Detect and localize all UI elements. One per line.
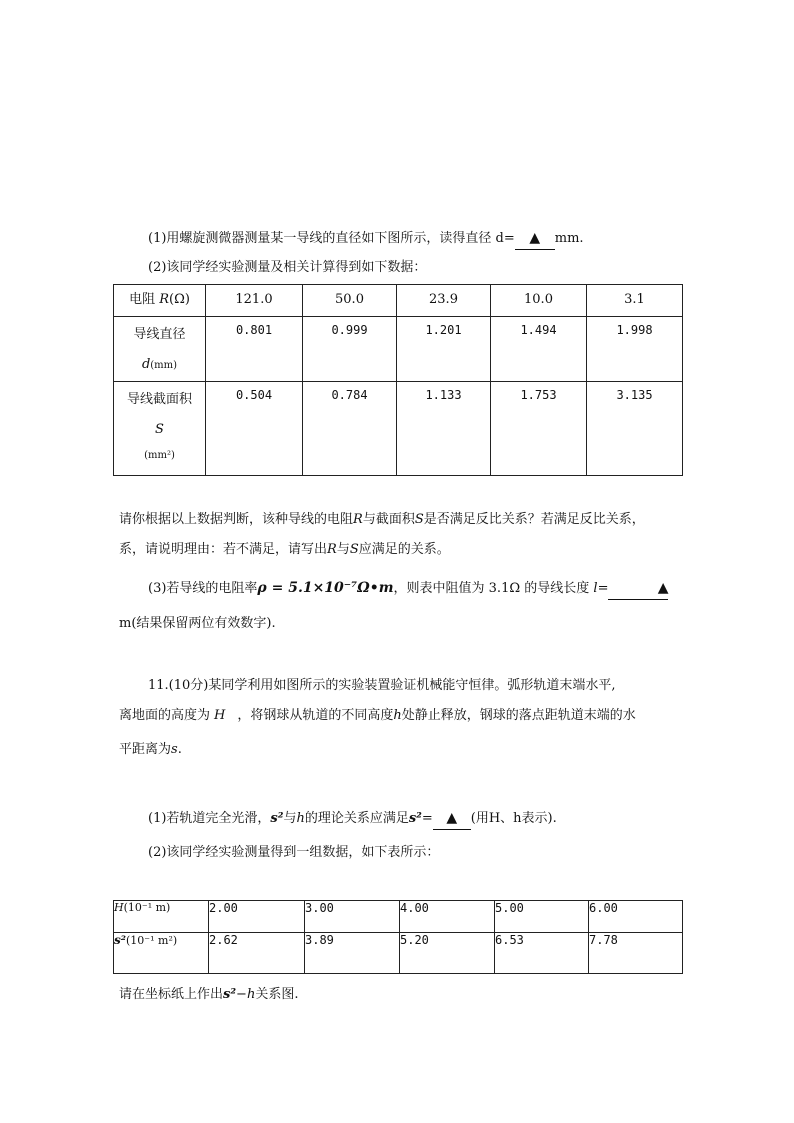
answer-blank-s2[interactable] [433,808,471,830]
question-11-line3: 平距离为s. [119,742,182,757]
table-cell: 0.999 [303,317,397,382]
table-row [114,901,683,933]
table-cell: 7.78 [589,933,683,974]
row-label-s2: s²(10⁻¹ m²) [114,933,209,974]
table-cell: 1.998 [587,317,683,382]
table-cell: 1.494 [491,317,587,382]
table-cell: 50.0 [303,285,397,317]
table-cell: 4.00 [400,901,495,933]
table-cell: 121.0 [206,285,303,317]
table-cell: 0.504 [206,382,303,476]
answer-blank-diameter[interactable] [515,228,555,250]
table-cell: 0.784 [303,382,397,476]
table-cell: 6.00 [589,901,683,933]
table-cell: 0.801 [206,317,303,382]
question-3-note: m(结果保留两位有效数字). [119,616,276,631]
question-2-text: (2)该同学经实验测量及相关计算得到如下数据： [148,260,427,275]
table-row [114,317,683,382]
question-1-text: (1)用螺旋测微器测量某一导线的直径如下图所示，读得直径 d= [148,231,515,246]
table-cell: 1.201 [397,317,491,382]
height-distance-table [113,900,683,974]
triangle-icon: ▲ [446,810,458,826]
table-cell: 2.00 [209,901,305,933]
table-row [114,933,683,974]
analysis-paragraph-line2: 系，请说明理由：若不满足，请写出R与S应满足的关系。 [119,542,450,557]
table-row [114,382,683,476]
table-cell: 6.53 [495,933,589,974]
triangle-icon: ▲ [529,230,541,246]
triangle-icon: ▲ [657,580,669,596]
question-11-line1: 11.(10分)某同学利用如图所示的实验装置验证机械能守恒律。弧形轨道末端水平, [148,678,616,693]
question-1-line [148,228,584,250]
question-11-line2: 离地面的高度为 H ，将钢球从轨道的不同高度h处静止释放，钢球的落点距轨道末端的水 [119,708,636,723]
row-label-resistance: 电阻 R(Ω) [114,285,206,317]
table-cell: 1.133 [397,382,491,476]
table-cell: 3.1 [587,285,683,317]
table-cell: 5.00 [495,901,589,933]
resistance-table [113,284,683,476]
answer-blank-length[interactable] [608,578,668,600]
table-row [114,285,683,317]
table-cell: 3.00 [305,901,400,933]
table-cell: 5.20 [400,933,495,974]
analysis-paragraph-line1: 请你根据以上数据判断，该种导线的电阻R与截面积S是否满足反比关系？若满足反比关系， [119,512,645,527]
question-11-2-text: (2)该同学经实验测量得到一组数据，如下表所示： [148,845,440,860]
resistivity-formula: ρ = 5.1×10⁻⁷Ω•m [257,580,394,596]
row-label-diameter: 导线直径 d(mm) [114,317,206,382]
table-cell: 23.9 [397,285,491,317]
row-label-area: 导线截面积 S (mm²) [114,382,206,476]
question-3-line: (3)若导线的电阻率ρ = 5.1×10⁻⁷Ω•m，则表中阻值为 3.1Ω 的导线长度 l= ▲ [148,578,668,600]
table-cell: 1.753 [491,382,587,476]
final-instruction: 请在坐标纸上作出s²−h关系图. [119,987,299,1002]
row-label-height: H(10⁻¹ m) [114,901,209,933]
table-cell: 10.0 [491,285,587,317]
table-cell: 3.89 [305,933,400,974]
unit-mm: mm. [554,231,584,246]
table-cell: 2.62 [209,933,305,974]
question-11-1-line: (1)若轨道完全光滑，s²与h的理论关系应满足s²= ▲ (用H、h表示). [148,808,557,830]
table-cell: 3.135 [587,382,683,476]
